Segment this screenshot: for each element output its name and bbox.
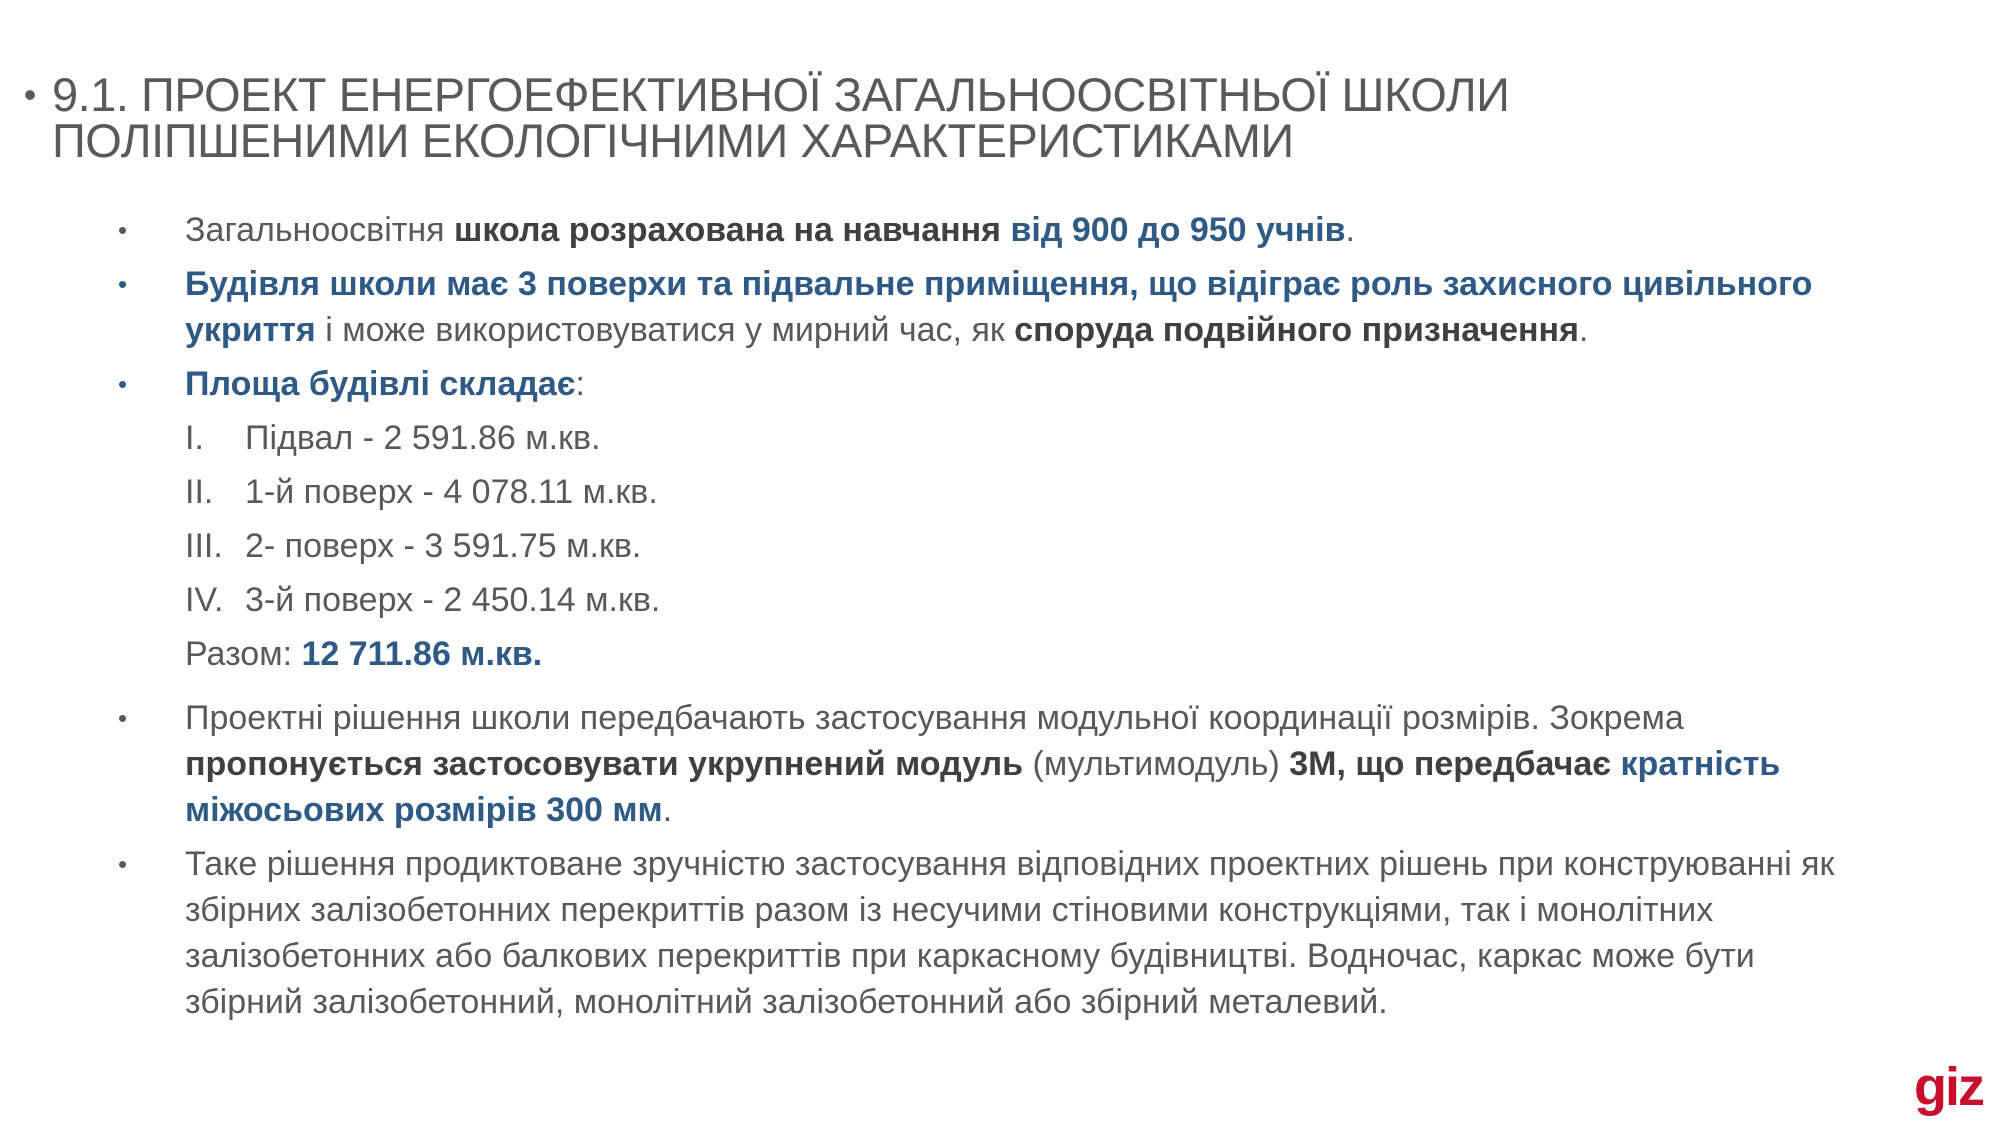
bullet-marker: •	[118, 703, 128, 733]
area-heading-colon: :	[575, 365, 585, 403]
bullet-text	[185, 261, 1868, 353]
bullet-marker: •	[118, 215, 128, 245]
slide-content	[118, 207, 1868, 1033]
bullet-building	[118, 261, 1868, 353]
capacity-text-2: школа розрахована на навчання	[453, 211, 1011, 249]
bullet-marker: •	[118, 849, 128, 879]
title-line-2: ПОЛІПШЕНИМИ ЕКОЛОГІЧНИМИ ХАРАКТЕРИСТИКАМИ	[52, 114, 1294, 167]
bullet-text: Таке рішення продиктоване зручністю застосування відповідних проектних рішень при конструюванні як збірних залізобетонних перекриттів разом із несучими стіновими конструкціями, так і монолітних залізобетонних або балкових перекриттів при каркасному будівництві. Водночас, каркас може бути збірний залізобетонний, монолітний залізобетонний або збірний металевий.	[185, 845, 1835, 1021]
area-heading: Площа будівлі складає	[185, 365, 576, 403]
building-text-1: Будівля школи має 3 поверхи та підвальне приміщення, що відіграє роль захисного цивільного укриття	[185, 265, 1813, 349]
modular-text-6: .	[662, 791, 673, 829]
bullet-text	[185, 695, 1868, 833]
bullet-marker: •	[118, 269, 128, 299]
title-bullet: •	[23, 74, 37, 115]
list-item-text: 3-й поверх - 2 450.14 м.кв.	[245, 581, 661, 619]
list-item-text: 2- поверх - 3 591.75 м.кв.	[245, 527, 642, 565]
bullet-modular	[118, 695, 1868, 833]
list-item-number: II.	[185, 473, 214, 511]
list-item-number: IV.	[185, 581, 224, 619]
list-item	[185, 469, 1868, 523]
list-item	[185, 577, 1868, 631]
modular-text-2: пропонується застосовувати укрупнений модуль	[185, 745, 1024, 783]
list-item-text: 1-й поверх - 4 078.11 м.кв.	[245, 473, 658, 511]
building-text-2: і може використовуватися у мирний час, як	[315, 311, 1015, 349]
area-list	[185, 415, 1868, 687]
list-item-text: Підвал - 2 591.86 м.кв.	[245, 419, 601, 457]
capacity-text-4: .	[1345, 211, 1355, 249]
giz-logo: giz	[1914, 1057, 1983, 1117]
list-item-number: I.	[185, 419, 204, 457]
total-value: 12 711.86 м.кв.	[301, 635, 543, 673]
modular-text-5: кратність міжосьових розмірів 300 мм	[185, 745, 1781, 829]
building-text-3: споруда подвійного призначення	[1014, 311, 1579, 349]
bullet-text	[185, 361, 1868, 407]
title-text	[52, 68, 1752, 167]
list-item	[185, 523, 1868, 577]
title-line-1: 9.1. ПРОЕКТ ЕНЕРГОЕФЕКТИВНОЇ ЗАГАЛЬНООСВІТНЬОЇ ШКОЛИ	[52, 68, 1510, 121]
bullet-area	[118, 361, 1868, 407]
capacity-text-1: Загальноосвітня	[185, 211, 454, 249]
area-total	[185, 631, 1868, 687]
bullet-construction	[118, 841, 1868, 1025]
slide-title	[8, 68, 1752, 167]
bullet-text	[185, 207, 1868, 253]
bullet-marker: •	[118, 369, 128, 399]
list-item	[185, 415, 1868, 469]
modular-text-1: Проектні рішення школи передбачають застосування модульної координації розмірів. Зокрема	[185, 699, 1684, 737]
total-label: Разом:	[185, 635, 302, 673]
bullet-capacity	[118, 207, 1868, 253]
modular-text-3: (мультимодуль)	[1023, 745, 1290, 783]
list-item-number: III.	[185, 527, 223, 565]
capacity-text-3: від 900 до 950 учнів	[1010, 211, 1346, 249]
building-text-4: .	[1578, 311, 1589, 349]
modular-text-4: 3М, що передбачає	[1289, 745, 1621, 783]
